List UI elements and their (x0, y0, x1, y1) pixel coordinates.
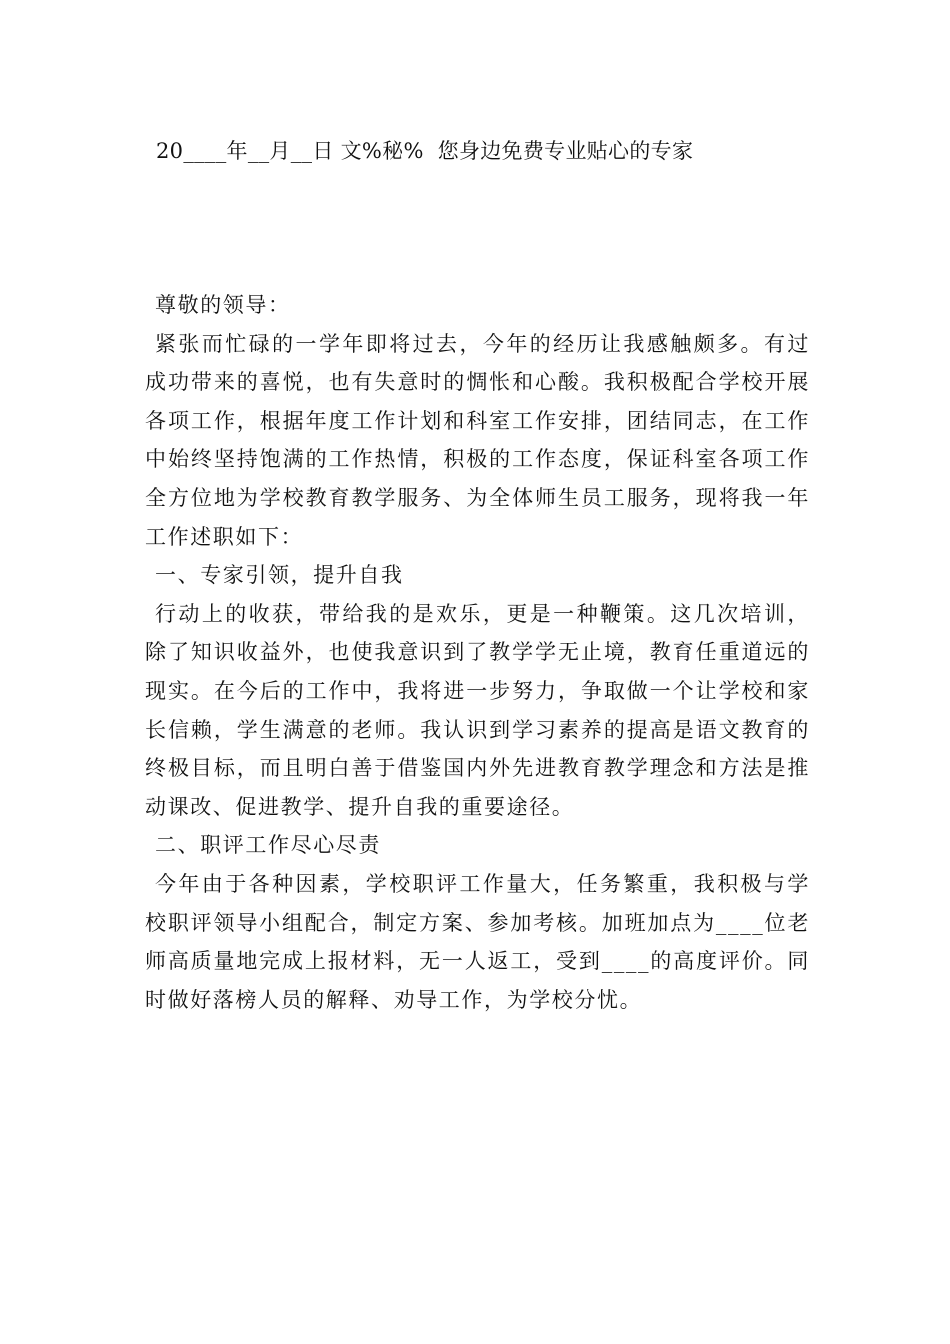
section-heading-1: 一、专家引领，提升自我 (155, 563, 404, 588)
salutation: 尊敬的领导： (155, 293, 291, 317)
intro-paragraph: 紧张而忙碌的一学年即将过去，今年的经历让我感触颇多。有过成功带来的喜悦，也有失意时的惆怅和心酸。我积极配合学校开展各项工作，根据年度工作计划和科室工作安排，团结同志，在工作中始终坚持饱满的工作热情，积极的工作态度，保证科室各项工作全方位地为学校教育教学服务、为全体师生员工服务，现将我一年工作述职如下： (145, 331, 810, 549)
section-paragraph-1: 行动上的收获，带给我的是欢乐，更是一种鞭策。这几次培训，除了知识收益外，也使我意识到了教学学无止境，教育任重道远的现实。在今后的工作中，我将进一步努力，争取做一个让学校和家长信赖，学生满意的老师。我认识到学习素养的提高是语文教育的终极目标，而且明白善于借鉴国内外先进教育教学理念和方法是推动课改、促进教学、提升自我的重要途径。 (145, 601, 810, 819)
document-body (145, 286, 810, 1019)
page-header: 20____年__月__日 文%秘% 您身边免费专业贴心的专家 (156, 139, 694, 163)
section-heading-2: 二、职评工作尽心尽责 (155, 833, 381, 858)
section-paragraph-2: 今年由于各种因素，学校职评工作量大，任务繁重，我积极与学校职评领导小组配合，制定方案、参加考核。加班加点为____位老师高质量地完成上报材料，无一人返工，受到____的高度评价。同时做好落榜人员的解释、劝导工作，为学校分忧。 (145, 871, 810, 1012)
